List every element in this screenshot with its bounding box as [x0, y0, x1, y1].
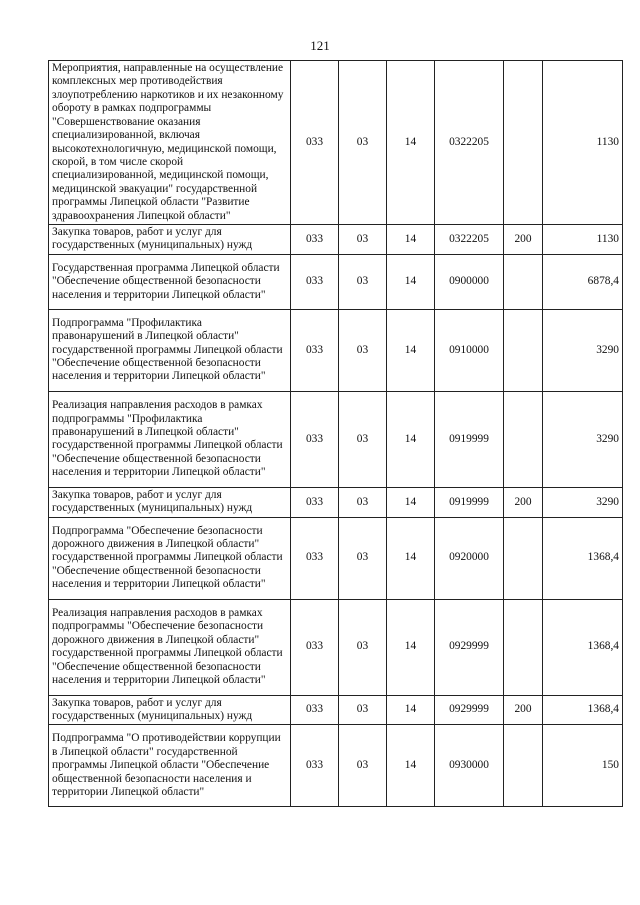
amount: 3290 [543, 487, 623, 517]
expense-type-code: 200 [504, 487, 543, 517]
table-row [49, 725, 623, 807]
section-code: 03 [339, 725, 387, 807]
subsection-code: 14 [387, 225, 435, 255]
subsection-code: 14 [387, 599, 435, 695]
target-article-code: 0900000 [435, 254, 504, 309]
ministry-code: 033 [291, 254, 339, 309]
expense-type-code [504, 254, 543, 309]
row-name: Закупка товаров, работ и услуг для государственных (муниципальных) нужд [49, 487, 291, 517]
row-name: Закупка товаров, работ и услуг для государственных (муниципальных) нужд [49, 695, 291, 725]
table-row [49, 599, 623, 695]
expense-type-code [504, 725, 543, 807]
subsection-code: 14 [387, 61, 435, 225]
section-code: 03 [339, 61, 387, 225]
ministry-code: 033 [291, 695, 339, 725]
ministry-code: 033 [291, 725, 339, 807]
subsection-code: 14 [387, 725, 435, 807]
amount: 1368,4 [543, 695, 623, 725]
section-code: 03 [339, 309, 387, 391]
ministry-code: 033 [291, 61, 339, 225]
expense-type-code [504, 517, 543, 599]
target-article-code: 0919999 [435, 391, 504, 487]
row-name: Подпрограмма "Профилактика правонарушений в Липецкой области" государственной программы Липецкой области "Обеспечение общественной безопасности населения и территории Липецкой области" [49, 309, 291, 391]
ministry-code: 033 [291, 391, 339, 487]
target-article-code: 0920000 [435, 517, 504, 599]
subsection-code: 14 [387, 487, 435, 517]
amount: 3290 [543, 391, 623, 487]
section-code: 03 [339, 487, 387, 517]
amount: 150 [543, 725, 623, 807]
target-article-code: 0910000 [435, 309, 504, 391]
amount: 1368,4 [543, 599, 623, 695]
target-article-code: 0929999 [435, 695, 504, 725]
target-article-code: 0930000 [435, 725, 504, 807]
row-name: Реализация направления расходов в рамках подпрограммы "Профилактика правонарушений в Липецкой области" государственной программы Липецкой области "Обеспечение общественной безопасности населения и территории Липецкой области" [49, 391, 291, 487]
ministry-code: 033 [291, 487, 339, 517]
subsection-code: 14 [387, 517, 435, 599]
table-row [49, 487, 623, 517]
row-name: Подпрограмма "О противодействии коррупции в Липецкой области" государственной программы Липецкой области "Обеспечение общественной безопасности населения и территории Липецкой области" [49, 725, 291, 807]
row-name: Закупка товаров, работ и услуг для государственных (муниципальных) нужд [49, 225, 291, 255]
amount: 6878,4 [543, 254, 623, 309]
section-code: 03 [339, 391, 387, 487]
expense-type-code: 200 [504, 695, 543, 725]
table-row [49, 695, 623, 725]
ministry-code: 033 [291, 225, 339, 255]
table-row [49, 61, 623, 225]
expense-type-code [504, 599, 543, 695]
subsection-code: 14 [387, 391, 435, 487]
expense-type-code [504, 391, 543, 487]
subsection-code: 14 [387, 254, 435, 309]
section-code: 03 [339, 695, 387, 725]
expense-type-code: 200 [504, 225, 543, 255]
ministry-code: 033 [291, 309, 339, 391]
section-code: 03 [339, 599, 387, 695]
expense-type-code [504, 309, 543, 391]
row-name: Реализация направления расходов в рамках подпрограммы "Обеспечение безопасности дорожного движения в Липецкой области" государственной программы Липецкой области "Обеспечение общественной безопасности населения и территории Липецкой области" [49, 599, 291, 695]
target-article-code: 0322205 [435, 61, 504, 225]
target-article-code: 0919999 [435, 487, 504, 517]
table-row [49, 225, 623, 255]
amount: 3290 [543, 309, 623, 391]
table-row [49, 309, 623, 391]
row-name: Мероприятия, направленные на осуществление комплексных мер противодействия злоупотреблению наркотиков и их незаконному обороту в рамках подпрограммы "Совершенствование оказания специализированной, включая высокотехнологичную, медицинской помощи, скорой, в том числе скорой специализированной, медицинской помощи, медицинской эвакуации" государственной программы Липецкой области "Развитие здравоохранения Липецкой области" [49, 61, 291, 225]
row-name: Подпрограмма "Обеспечение безопасности дорожного движения в Липецкой области" государственной программы Липецкой области "Обеспечение общественной безопасности населения и территории Липецкой области" [49, 517, 291, 599]
amount: 1368,4 [543, 517, 623, 599]
section-code: 03 [339, 254, 387, 309]
table-row [49, 517, 623, 599]
amount: 1130 [543, 225, 623, 255]
table-row [49, 391, 623, 487]
ministry-code: 033 [291, 517, 339, 599]
section-code: 03 [339, 517, 387, 599]
amount: 1130 [543, 61, 623, 225]
ministry-code: 033 [291, 599, 339, 695]
section-code: 03 [339, 225, 387, 255]
row-name: Государственная программа Липецкой области "Обеспечение общественной безопасности населения и территории Липецкой области" [49, 254, 291, 309]
budget-table [48, 60, 623, 807]
subsection-code: 14 [387, 309, 435, 391]
table-row [49, 254, 623, 309]
page-number: 121 [310, 38, 330, 53]
expense-type-code [504, 61, 543, 225]
target-article-code: 0929999 [435, 599, 504, 695]
target-article-code: 0322205 [435, 225, 504, 255]
subsection-code: 14 [387, 695, 435, 725]
